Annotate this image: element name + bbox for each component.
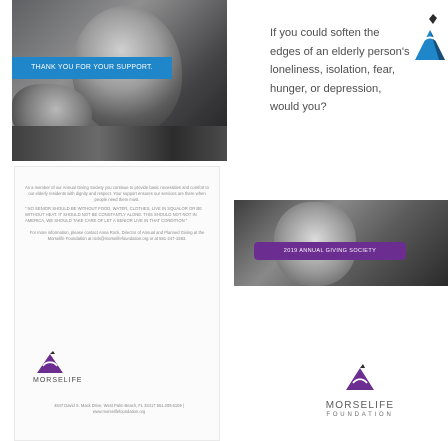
letter-intro: As a member of our Annual Giving Society you continue to provide basic necessities and comfort to our elderly residents with dignity and respect. Your support ensures our services are there when people need them most. — [25, 185, 209, 202]
letter-brand: MORSELIFE — [33, 377, 83, 384]
morselife-logo-icon — [33, 343, 67, 377]
morselife-logo-icon — [342, 362, 378, 392]
brand-right — [300, 362, 420, 418]
message-text: If you could soften the edges of an elderly person's loneliness, isolation, fear, hunger, or depression, would you? — [270, 27, 410, 113]
bottom-right-photo — [234, 200, 448, 286]
morselife-logo-icon — [412, 12, 448, 62]
brand-name: MORSELIFE — [325, 400, 395, 411]
photo-flowers — [12, 126, 227, 161]
letter-outro: For more information, please contact Anna Rock, Director of Annual and Planned Giving at the Morselife Foundation at rock@morselifefoundation.org or at 561-247-1583. — [29, 229, 205, 241]
letter-panel — [14, 166, 220, 441]
support-banner: THANK YOU FOR YOUR SUPPORT. — [12, 57, 172, 79]
top-left-photo — [12, 0, 227, 161]
message-card — [230, 0, 448, 161]
letter-address: 4847 David S. Mack Drive, West Palm Beach, FL 33417 561.209.6109 | www.morselifefoundation.org — [54, 403, 184, 414]
letter-quote: “ NO SENIOR SHOULD BE WITHOUT FOOD, WATER, CLOTHES, LIVE IN SQUALOR OR BE WITHOUT HEAT. IT SHOULD NOT BE CONSTANTLY ALONE. THIS SHOULD NOT NOT IN AMERICA, WE SHOULD TAKE CARE OF LET A SENIOR LIVE IN THAT CONDITION ” — [25, 206, 202, 223]
brand-tagline: FOUNDATION — [326, 412, 394, 418]
annual-giving-ribbon: 2019 ANNUAL GIVING SOCIETY — [254, 242, 406, 260]
